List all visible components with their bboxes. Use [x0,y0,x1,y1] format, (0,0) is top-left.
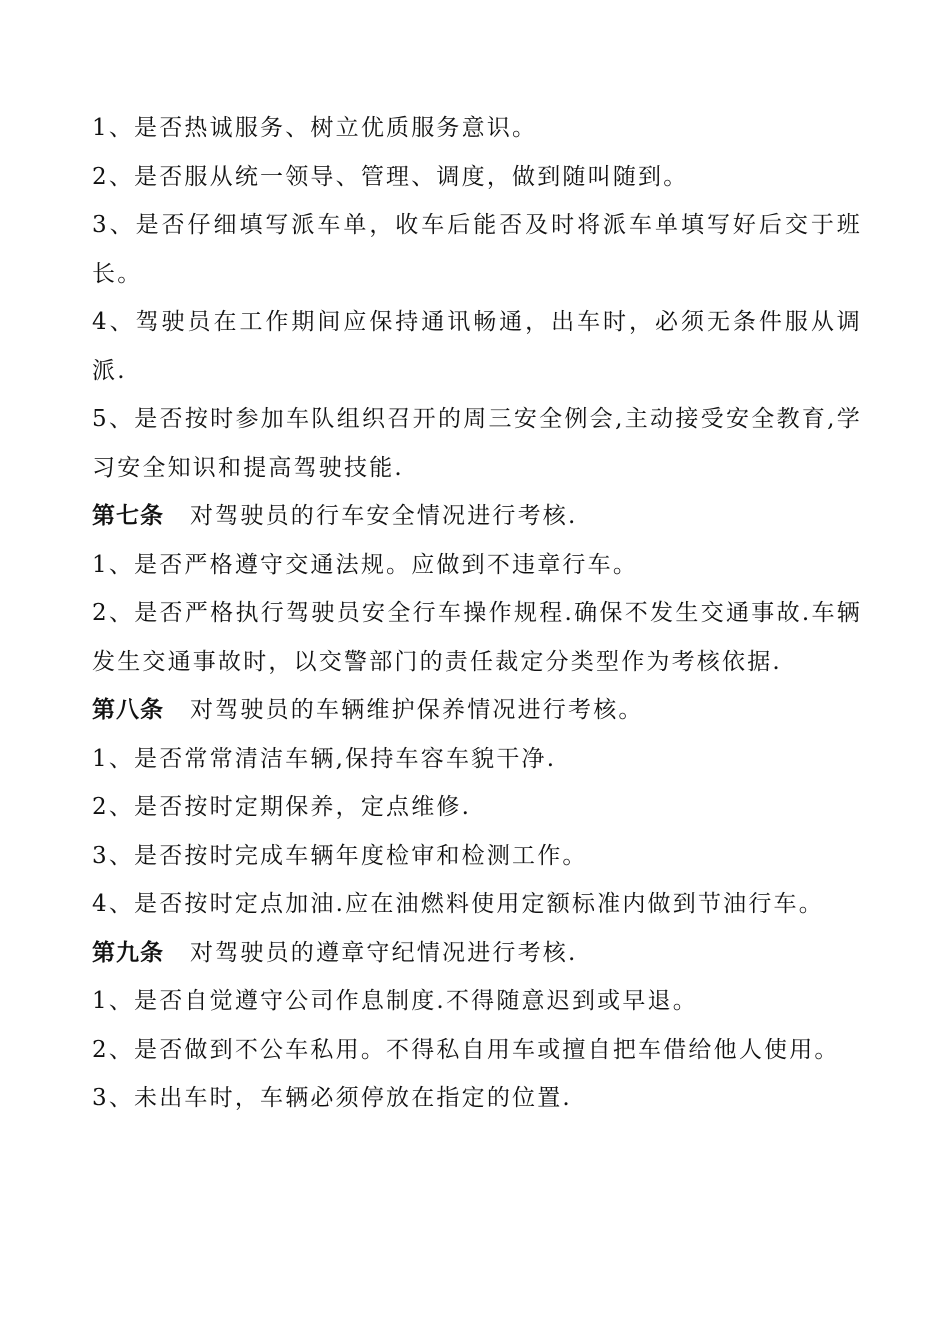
list-item: 3、是否仔细填写派车单，收车后能否及时将派车单填写好后交于班长。 [92,212,862,287]
list-item: 1、是否严格遵守交通法规。应做到不违章行车。 [92,551,639,578]
list-item: 2、是否按时定期保养，定点维修. [92,794,472,820]
list-item: 5、是否按时参加车队组织召开的周三安全例会,主动接受安全教育,学习安全知识和提高驾驶技能. [92,406,862,481]
list-item: 1、是否自觉遵守公司作息制度.不得随意迟到或早退。 [92,988,698,1014]
list-item: 3、是否按时完成车辆年度检审和检测工作。 [92,842,588,869]
document-page [92,104,862,1123]
article-8-heading [92,686,862,735]
list-item: 4、是否按时定点加油.应在油燃料使用定额标准内做到节油行车。 [92,891,824,917]
article-9-heading [92,929,862,978]
list-item: 3、未出车时，车辆必须停放在指定的位置. [92,1085,572,1111]
article-7-text: 对驾驶员的行车安全情况进行考核. [190,503,578,529]
list-item: 2、是否服从统一领导、管理、调度，做到随叫随到。 [92,163,689,190]
article-8-text: 对驾驶员的车辆维护保养情况进行考核。 [190,697,644,723]
list-item: 2、是否做到不公车私用。不得私自用车或擅自把车借给他人使用。 [92,1036,840,1063]
list-item: 1、是否常常清洁车辆,保持车容车貌干净. [92,745,557,772]
list-item: 1、是否热诚服务、树立优质服务意识。 [92,115,538,141]
list-item: 4、驾驶员在工作期间应保持通讯畅通，出车时，必须无条件服从调派. [92,309,862,384]
article-9-text: 对驾驶员的遵章守纪情况进行考核. [190,939,578,966]
article-9-label: 第九条 [92,939,164,966]
article-7-label: 第七条 [92,503,164,529]
article-8-label: 第八条 [92,697,164,723]
list-item: 2、是否严格执行驾驶员安全行车操作规程.确保不发生交通事故.车辆发生交通事故时，以交警部门的责任裁定分类型作为考核依据. [92,600,862,675]
article-7-heading [92,492,862,541]
